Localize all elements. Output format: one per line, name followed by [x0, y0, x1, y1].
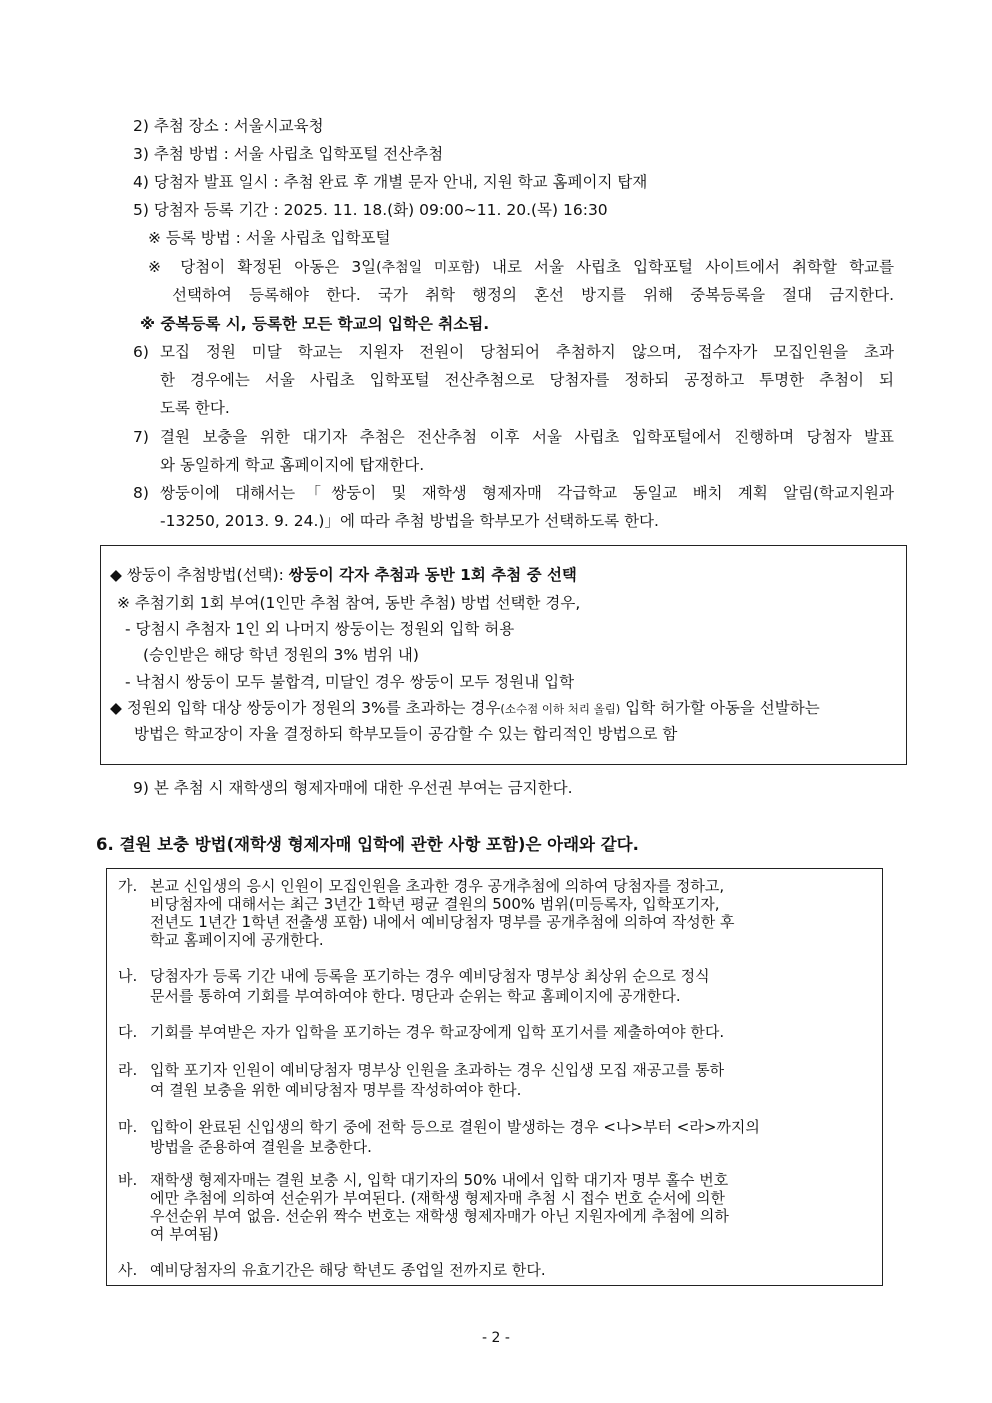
clause-label: 나.: [118, 967, 138, 985]
item-text: 당첨자 발표 일시 : 추첨 완료 후 개별 문자 안내, 지원 학교 홈페이지 탑재: [153, 173, 648, 191]
item-text: 추첨 장소 : 서울시교육청: [153, 117, 324, 135]
twin-box-line3: - 당첨시 추첨자 1인 외 나머지 쌍둥이는 정원외 입학 허용: [125, 620, 515, 638]
item-number: 5): [133, 201, 149, 219]
clause-label: 다.: [118, 1023, 138, 1041]
item-9: 9) 본 추첨 시 재학생의 형제자매에 대한 우선권 부여는 금지한다.: [133, 779, 573, 797]
item-6-number: 6): [133, 343, 149, 361]
twin-box-line6: ◆ 정원외 입학 대상 쌍둥이가 정원의 3%를 초과하는 경우(소수점 이하 처리 올림) 입학 허가할 아동을 선발하는: [110, 699, 820, 717]
item-number: 4): [133, 173, 149, 191]
clause-line: 예비당첨자의 유효기간은 해당 학년도 종업일 전까지로 한다.: [150, 1261, 546, 1279]
item-4: [133, 172, 647, 192]
clause-line: 재학생 형제자매는 결원 보충 시, 입학 대기자의 50% 내에서 입학 대기자 명부 홀수 번호: [150, 1171, 729, 1189]
item-5: [133, 200, 608, 220]
item-7-line1: 결원 보충을 위한 대기자 추첨은 전산추첨 이후 서울 사립초 입학포털에서 진행하며 당첨자 발표: [160, 428, 894, 446]
clause-line: 입학 포기자 인원이 예비당첨자 명부상 인원을 초과하는 경우 신입생 모집 재공고를 통하: [150, 1061, 725, 1079]
twin-box-line4: (승인받은 해당 학년 정원의 3% 범위 내): [143, 646, 419, 664]
clause-label: 라.: [118, 1061, 138, 1079]
clause-label: 마.: [118, 1118, 138, 1136]
item-8-line2: -13250, 2013. 9. 24.)」에 따라 추첨 방법을 학부모가 선택하도록 한다.: [160, 512, 659, 530]
clause-line: 전년도 1년간 1학년 전출생 포함) 내에서 예비당첨자 명부를 공개추첨에 의하여 작성한 후: [150, 913, 735, 931]
registration-method-note: ※ 등록 방법 : 서울 사립초 입학포털: [148, 229, 391, 247]
clause-line: 방법을 준용하여 결원을 보충한다.: [150, 1138, 372, 1156]
clause-label: 가.: [118, 877, 138, 895]
twin-box-line1: ◆ 쌍둥이 추첨방법(선택): 쌍둥이 각자 추첨과 동반 1회 추첨 중 선택: [110, 566, 577, 584]
section-6-heading: 6. 결원 보충 방법(재학생 형제자매 입학에 관한 사항 포함)은 아래와 같다.: [96, 835, 639, 854]
clause-line: 여 부여됨): [150, 1225, 219, 1243]
clause-line: 입학이 완료된 신입생의 학기 중에 전학 등으로 결원이 발생하는 경우 <나>부터 <라>까지의: [150, 1118, 760, 1136]
twin-box-line2: ※ 추첨기회 1회 부여(1인만 추첨 참여, 동반 추첨) 방법 선택한 경우,: [117, 594, 581, 612]
confirmation-note-line2: 선택하여 등록해야 한다. 국가 취학 행정의 혼선 방지를 위해 중복등록을 절대 금지한다.: [172, 286, 894, 304]
page-number: - 2 -: [482, 1330, 510, 1346]
item-text: 추첨 방법 : 서울 사립초 입학포털 전산추첨: [153, 145, 444, 163]
item-number: 2): [133, 117, 149, 135]
clause-line: 우선순위 부여 없음. 선순위 짝수 번호는 재학생 형제자매가 아닌 지원자에게 추첨에 의하: [150, 1207, 729, 1225]
clause-line: 에만 추첨에 의하여 선순위가 부여된다. (재학생 형제자매 추첨 시 접수 번호 순서에 의한: [150, 1189, 725, 1207]
item-6-line1: 모집 정원 미달 학교는 지원자 전원이 당첨되어 추첨하지 않으며, 접수자가 모집인원을 초과: [160, 343, 894, 361]
clause-line: 문서를 통하여 기회를 부여하여야 한다. 명단과 순위는 학교 홈페이지에 공개한다.: [150, 987, 681, 1005]
duplicate-registration-warning: ※ 중복등록 시, 등록한 모든 학교의 입학은 취소됨.: [140, 315, 490, 333]
twin-box-line7: 방법은 학교장이 자율 결정하되 학부모들이 공감할 수 있는 합리적인 방법으로 함: [134, 725, 678, 743]
item-8-line1: 쌍둥이에 대해서는「쌍둥이 및 재학생 형제자매 각급학교 동일교 배치 계획 알림(학교지원과: [160, 484, 894, 502]
clause-line: 당첨자가 등록 기간 내에 등록을 포기하는 경우 예비당첨자 명부상 최상위 순으로 정식: [150, 967, 710, 985]
item-7-number: 7): [133, 428, 149, 446]
item-6-line3: 도록 한다.: [160, 399, 230, 417]
clause-label: 바.: [118, 1171, 138, 1189]
item-text: 당첨자 등록 기간 : 2025. 11. 18.(화) 09:00∼11. 20.(목) 16:30: [153, 201, 608, 219]
clause-line: 비당첨자에 대해서는 최근 3년간 1학년 평균 결원의 500% 범위(미등록자, 입학포기자,: [150, 895, 720, 913]
item-8-number: 8): [133, 484, 149, 502]
clause-line: 기회를 부여받은 자가 입학을 포기하는 경우 학교장에게 입학 포기서를 제출하여야 한다.: [150, 1023, 725, 1041]
clause-line: 학교 홈페이지에 공개한다.: [150, 931, 324, 949]
item-7-line2: 와 동일하게 학교 홈페이지에 탑재한다.: [160, 456, 425, 474]
confirmation-note-line1: ※ 당첨이 확정된 아동은 3일(추첨일 미포함) 내로 서울 사립초 입학포털 사이트에서 취학할 학교를: [148, 258, 894, 276]
item-number: 3): [133, 145, 149, 163]
clause-line: 본교 신입생의 응시 인원이 모집인원을 초과한 경우 공개추첨에 의하여 당첨자를 정하고,: [150, 877, 725, 895]
clause-label: 사.: [118, 1261, 138, 1279]
twin-box-line5: - 낙첨시 쌍둥이 모두 불합격, 미달인 경우 쌍둥이 모두 정원내 입학: [125, 673, 575, 691]
item-3: [133, 144, 443, 164]
item-2: [133, 116, 324, 136]
clause-line: 여 결원 보충을 위한 예비당첨자 명부를 작성하여야 한다.: [150, 1081, 522, 1099]
item-6-line2: 한 경우에는 서울 사립초 입학포털 전산추첨으로 당첨자를 정하되 공정하고 투명한 추첨이 되: [160, 371, 894, 389]
